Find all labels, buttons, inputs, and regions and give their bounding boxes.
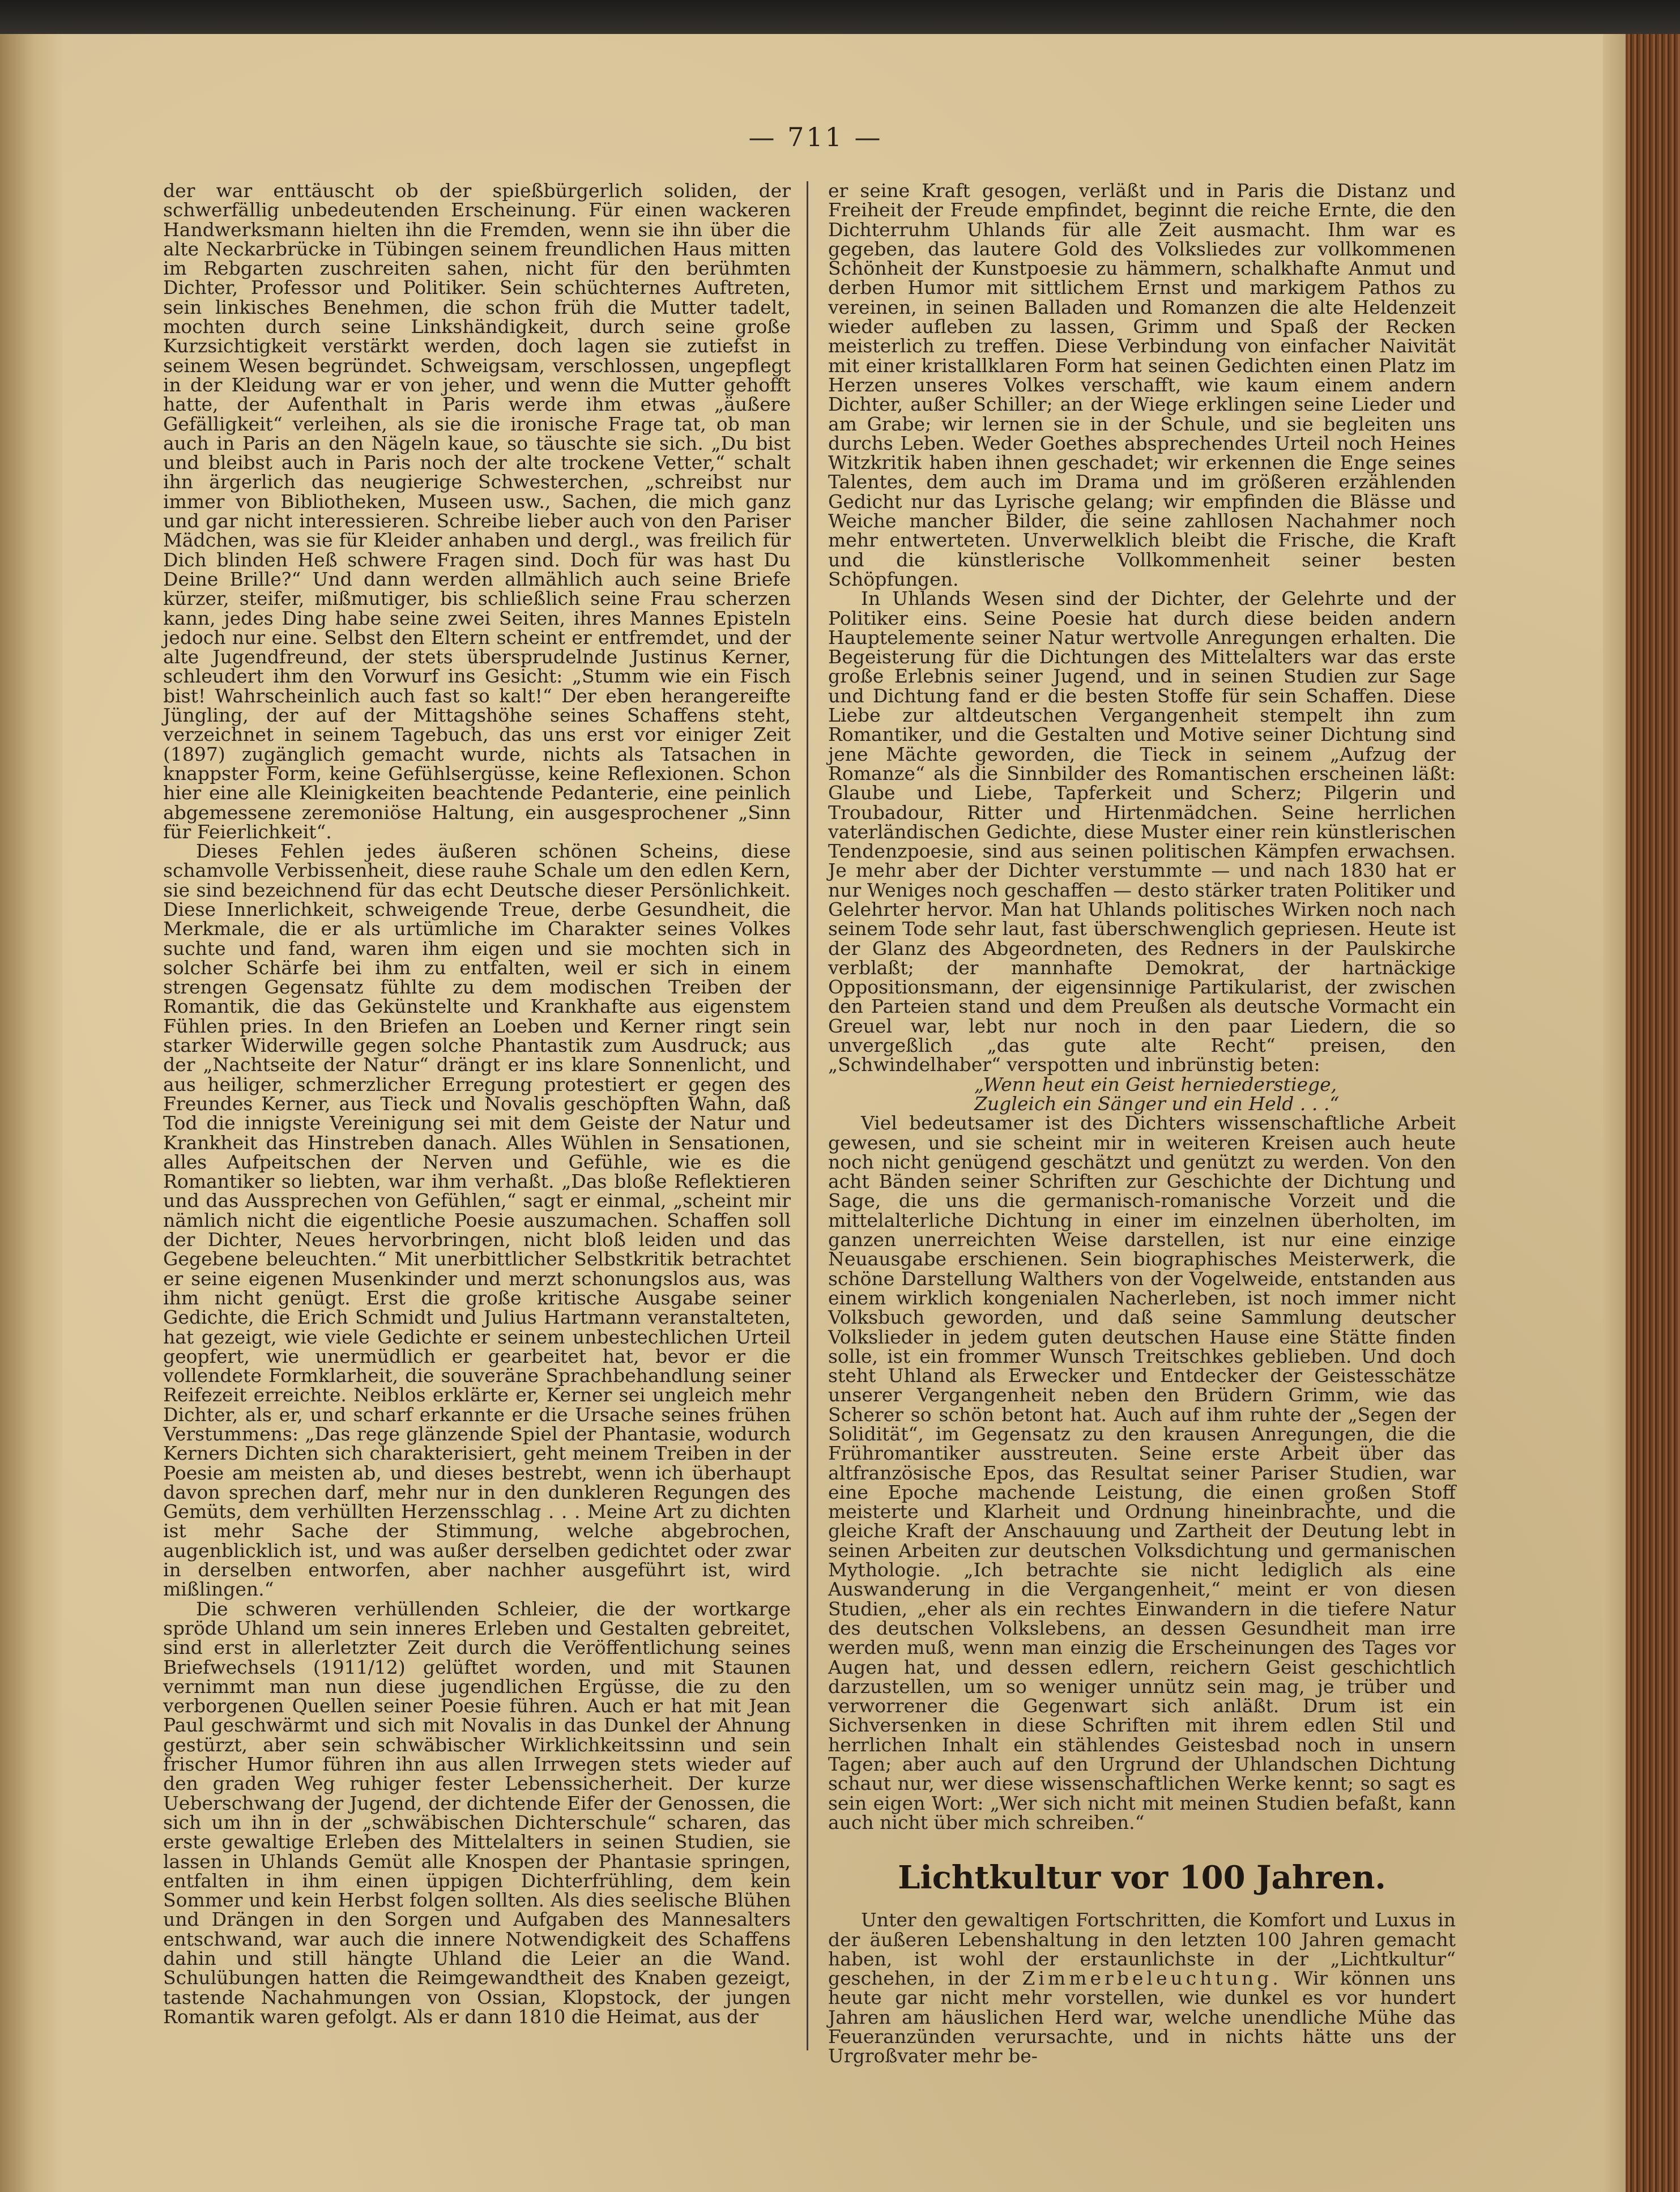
- article-paragraph: [828, 1910, 1456, 2066]
- paragraph: er seine Kraft gesogen, verläßt und in Paris die Distanz und Freiheit der Freude empfindet, beginnt die reiche Ernte, die den Dichterruhm Uhlands für alle Zeit ausmacht. Ihm war es gegeben, das lautere Gold des Volksliedes zur vollkommenen Schönheit der Kunstpoesie zu hämmern, schalkhafte Anmut und derben Humor mit sittlichem Ernst und markigem Pathos zu vereinen, in seinen Balladen und Romanzen die alte Heldenzeit wieder aufleben zu lassen, Grimm und Spaß der Recken meisterlich zu treffen. Diese Verbindung von einfacher Naivität mit einer kristallklaren Form hat seinen Gedichten einen Platz im Herzen unseres Volkes verschafft, wie kaum einem andern Dichter, außer Schiller; an der Wiege erklingen seine Lieder und am Grabe; wir lernen sie in der Schule, und sie begleiten uns durchs Leben. Weder Goethes absprechendes Urteil noch Heines Witzkritik haben ihnen geschadet; wir erkennen die Enge seines Talentes, dem auch im Drama und im größeren erzählenden Gedicht nur das Lyrische gelang; wir empfinden die Blässe und Weiche mancher Bilder, die seine zahllosen Nachahmer noch mehr entwerteten. Unverwelklich bleibt die Frische, die Kraft und die künstlerische Vollkommenheit seiner besten Schöpfungen.: [828, 180, 1456, 590]
- column-divider: [807, 181, 808, 2050]
- right-column: [828, 180, 1456, 2067]
- article-emphasis: Zimmerbeleuchtung.: [1022, 1967, 1282, 1990]
- paragraph: der war enttäuscht ob der spießbürgerlich soliden, der schwerfällig unbedeutenden Erscheinung. Für einen wackeren Handwerksmann hielten ihn die Fremden, wenn sie ihn über die alte Neckarbrücke in Tübingen seinem freundlichen Haus mitten im Rebgarten zuschreiten sahen, nicht für den berühmten Dichter, Professor und Politiker. Sein schüchternes Auftreten, sein linkisches Benehmen, die schon früh die Mutter tadelt, mochten durch seine Linkshändigkeit, durch seine große Kurzsichtigkeit verstärkt werden, doch lagen sie zutiefst in seinem Wesen begründet. Schweigsam, verschlossen, ungepflegt in der Kleidung war er von jeher, und wenn die Mutter gehofft hatte, der Aufenthalt in Paris werde ihm etwas „äußere Gefälligkeit“ verleihen, als sie die ironische Frage tat, ob man auch in Paris an den Nägeln kaue, so täuschte sie sich. „Du bist und bleibst auch in Paris noch der alte trockene Vetter,“ schalt ihn ärgerlich das neugierige Schwesterchen, „schreibst nur immer von Bibliotheken, Museen usw., Sachen, die mich ganz und gar nicht interessieren. Schreibe lieber auch von den Pariser Mädchen, was sie für Kleider anhaben und dergl., was freilich für Dich blinden Heß schwere Fragen sind. Doch für was hast Du Deine Brille?“ Und dann werden allmählich auch seine Briefe kürzer, steifer, mißmutiger, bis schließlich seine Frau scherzen kann, jedes Ding habe seine zwei Seiten, ihres Mannes Episteln jedoch nur eine. Selbst den Eltern scheint er entfremdet, und der alte Jugendfreund, der stets übersprudelnde Justinus Kerner, schleudert ihm den Vorwurf ins Gesicht: „Stumm wie ein Fisch bist! Wahrscheinlich auch fast so kalt!“ Der eben herangereifte Jüngling, der auf der Mittagshöhe seines Schaffens steht, verzeichnet in seinem Tagebuch, das uns erst vor einiger Zeit (1897) zugänglich gemacht wurde, nichts als Tatsachen in knappster Form, keine Gefühlsergüsse, keine Reflexionen. Schon hier eine alle Kleinigkeiten beachtende Pedanterie, eine peinlich abgemessene zeremoniöse Haltung, ein ausgesprochener „Sinn für Feierlichkeit“.: [163, 180, 791, 843]
- verse-line: „Wenn heut ein Geist herniederstiege,: [974, 1073, 1337, 1095]
- paragraph: Viel bedeutsamer ist des Dichters wissenschaftliche Arbeit gewesen, und sie scheint mir in weiteren Kreisen auch heute noch nicht genügend geschätzt und genützt zu werden. Von den acht Bänden seiner Schriften zur Geschichte der Dichtung und Sage, die uns die germanisch-romanische Vorzeit und die mittelalterliche Dichtung in einer im einzelnen überholten, im ganzen unerreichten Weise darstellen, ist nur eine einzige Neuausgabe erschienen. Sein biographisches Meisterwerk, die schöne Darstellung Walthers von der Vogelweide, entstanden aus einem wirklich kongenialen Nacherleben, ist noch immer nicht Volksbuch geworden, und daß seine Sammlung deutscher Volkslieder in jedem guten deutschen Hause eine Stätte finden solle, ist ein frommer Wunsch Treitschkes geblieben. Und doch steht Uhland als Erwecker und Entdecker der Geistesschätze unserer Vergangenheit neben den Brüdern Grimm, wie das Scherer so schön betont hat. Auch auf ihm ruhte der „Segen der Solidität“, im Gegensatz zu den krausen Anregungen, die die Frühromantiker ausstreuten. Seine erste Arbeit über das altfranzösische Epos, das Resultat seiner Pariser Studien, war eine Epoche machende Leistung, die einen großen Stoff meisterte und Klarheit und Ordnung hineinbrachte, und die gleiche Kraft der Anschauung und Zartheit der Deutung lebt in seinen Arbeiten zur deutschen Volksdichtung und germanischen Mythologie. „Ich betrachte sie nicht lediglich als eine Auswanderung in die Vergangenheit,“ meint er von diesen Studien, „eher als ein rechtes Einwandern in die tiefere Natur des deutschen Volkslebens, an dessen Gesundheit man irre werden muß, wenn man einzig die Erscheinungen des Tages vor Augen hat, und dessen edlern, reichern Geist geschichtlich darzustellen, um so weniger unnütz sein mag, je trüber und verworrener die Gegenwart sich anläßt. Drum ist ein Sichversenken in diese Schriften mit ihrem edlen Stil und herrlichen Inhalt ein stählendes Geistesbad noch in unsern Tagen; aber auch auf den Urgrund der Uhlandschen Dichtung schaut nur, wer diese wissenschaftlichen Werke kennt; so sagt es sein eigen Wort: „Wer sich nicht mit meinen Studien befaßt, kann auch nicht über mich schreiben.“: [828, 1112, 1456, 1833]
- left-column: [163, 181, 791, 2039]
- paragraph: In Uhlands Wesen sind der Dichter, der Gelehrte und der Politiker eins. Seine Poesie hat durch diese beiden andern Hauptelemente seiner Natur wertvolle Anregungen erhalten. Die Begeisterung für die Dichtungen des Mittelalters war das erste große Erlebnis seiner Jugend, und in seinen Studien zur Sage und Dichtung fand er die besten Stoffe für sein Schaffen. Diese Liebe zur altdeutschen Vergangenheit stempelt ihn zum Romantiker, und die Gestalten und Motive seiner Dichtung sind jene Mächte geworden, die Tieck in seinem „Aufzug der Romanze“ als die Sinnbilder des Romantischen erscheinen läßt: Glaube und Liebe, Tapferkeit und Scherz; Pilgerin und Troubadour, Ritter und Hirtenmädchen. Seine herrlichen vaterländischen Gedichte, diese Muster einer rein künstlerischen Tendenzpoesie, sind aus seinen politischen Kämpfen erwachsen. Je mehr aber der Dichter verstummte — und nach 1830 hat er nur Weniges noch geschaffen — desto stärker traten Politiker und Gelehrter hervor. Man hat Uhlands politisches Wirken noch nach seinem Tode sehr laut, fast überschwenglich gepriesen. Heute ist der Glanz des Abgeordneten, des Redners in der Paulskirche verblaßt; der mannhafte Demokrat, der hartnäckige Oppositionsmann, der eigensinnige Partikularist, der zwischen den Parteien stand und dem Preußen als deutsche Vormacht ein Greuel war, lebt nur noch in den paar Liedern, die so unvergeßlich „das gute alte Recht“ preisen, den „Schwindelhaber“ verspotten und inbrünstig beten:: [828, 587, 1456, 1076]
- book-spine-shadow: [0, 34, 62, 2192]
- book-edge: [1626, 34, 1680, 2192]
- article-title: Lichtkultur vor 100 Jahren.: [898, 1859, 1386, 1897]
- page-number: — 711 —: [748, 122, 883, 152]
- paragraph: Die schweren verhüllenden Schleier, die der wortkarge spröde Uhland um sein inneres Erleben und Gestalten gebreitet, sind erst in allerletzter Zeit durch die Veröffentlichung seines Briefwechsels (1911/12) gelüftet worden, und mit Staunen vernimmt man nun diese jugendlichen Ergüsse, die zu den verborgenen Quellen seiner Poesie führen. Auch er hat mit Jean Paul geschwärmt und sich mit Novalis in das Dunkel der Ahnung gestürzt, aber sein schwäbischer Wirklichkeitssinn und sein frischer Humor führen ihn aus allen Irrwegen stets wieder auf den graden Weg ruhiger fester Lebenssicherheit. Der kurze Ueberschwang der Jugend, der dichtende Eifer der Genossen, die sich um ihn in der „schwäbischen Dichterschule“ scharen, das erste gewaltige Erleben des Mittelalters in seinen Studien, sie lassen in Uhlands Gemüt alle Knospen der Phantasie springen, entfalten in ihm einen üppigen Dichterfrühling, dem kein Sommer und kein Herbst folgen sollten. Als dies seelische Blühen und Drängen in den Sorgen und Aufgaben des Mannesalters entschwand, war auch die innere Notwendigkeit des Schaffens dahin und still hängte Uhland die Leier an die Wand. Schulübungen hatten die Reimgewandtheit des Knaben gezeigt, tastende Nachahmungen von Ossian, Klopstock, der jungen Romantik waren gefolgt. Als er dann 1810 die Heimat, aus der: [163, 1597, 791, 2028]
- article-text: Unter den gewaltigen Fortschritten, die Komfort und Luxus in der äußeren Lebenshaltung in den letzten 100 Jahren gemacht haben, ist wohl der erstaunlichste in der „Lichtkultur“ geschehen, in der: [828, 1909, 1456, 1990]
- page-margin-edge: [1603, 34, 1626, 2192]
- verse-line: Zugleich ein Sänger und ein Held . . .“: [974, 1092, 1340, 1115]
- article-text: Wir können uns heute gar nicht mehr vorstellen, wie dunkel es vor hundert Jahren am häuslichen Herd war, welche unendliche Mühe das Feueranzünden verursachte, und in nichts hätte uns der Urgroßvater mehr be-: [828, 1967, 1456, 2067]
- paragraph: Dieses Fehlen jedes äußeren schönen Scheins, diese schamvolle Verbissenheit, diese rauhe Schale um den edlen Kern, sie sind bezeichnend für das echt Deutsche dieser Persönlichkeit. Diese Innerlichkeit, schweigende Treue, derbe Gesundheit, die Merkmale, die er als urtümliche im Charakter seines Volkes suchte und fand, waren ihm eigen und sie mochten sich in solcher Schärfe bei ihm zu entfalten, weil er sich in einem strengen Gegensatz fühlte zu dem modischen Treiben der Romantik, die das Gekünstelte und Krankhafte aus eigenstem Fühlen pries. In den Briefen an Loeben und Kerner ringt sein starker Widerwille gegen solche Phantastik zum Ausdruck; aus der „Nachtseite der Natur“ drängt er ins klare Sonnenlicht, und aus heiliger, schmerzlicher Erregung protestiert er gegen des Freundes Kerner, aus Tieck und Novalis geschöpften Wahn, daß Tod die innigste Vereinigung sei mit dem Geiste der Natur und Krankheit das Hinstreben danach. Alles Wühlen in Sensationen, alles Aufpeitschen der Nerven und Gefühle, wie es die Romantiker so liebten, war ihm verhaßt. „Das bloße Reflektieren und das Aussprechen von Gefühlen,“ sagt er einmal, „scheint mir nämlich nicht die eigentliche Poesie auszumachen. Schaffen soll der Dichter, Neues hervorbringen, nicht bloß leiden und das Gegebene beleuchten.“ Mit unerbittlicher Selbstkritik betrachtet er seine eigenen Musenkinder und merzt schonungslos aus, was ihm nicht genügt. Erst die große kritische Ausgabe seiner Gedichte, die Erich Schmidt und Julius Hartmann veranstalteten, hat gezeigt, wie viele Gedichte er seinem unbestechlichen Urteil geopfert, wie unermüdlich er gearbeitet hat, bevor er die vollendete Formklarheit, die souveräne Sprachbehandlung seiner Reifezeit erreichte. Neiblos erklärte er, Kerner sei ungleich mehr Dichter, als er, und scharf erkannte er die Ursache seines frühen Verstummens: „Das rege glänzende Spiel der Phantasie, wodurch Kerners Dichten sich charakterisiert, geht meinem Treiben in der Poesie am meisten ab, und dieses bestrebt, wenn ich überhaupt davon sprechen darf, mehr nur in den dunkleren Regungen des Gemüts, dem verhüllten Herzensschlag . . . Meine Art zu dichten ist mehr Sache der Stimmung, welche abgebrochen, augenblicklich ist, und was außer derselben gedichtet oder zwar in derselben entworfen, aber nachher ausgeführt ist, wird mißlingen.“: [163, 840, 791, 1601]
